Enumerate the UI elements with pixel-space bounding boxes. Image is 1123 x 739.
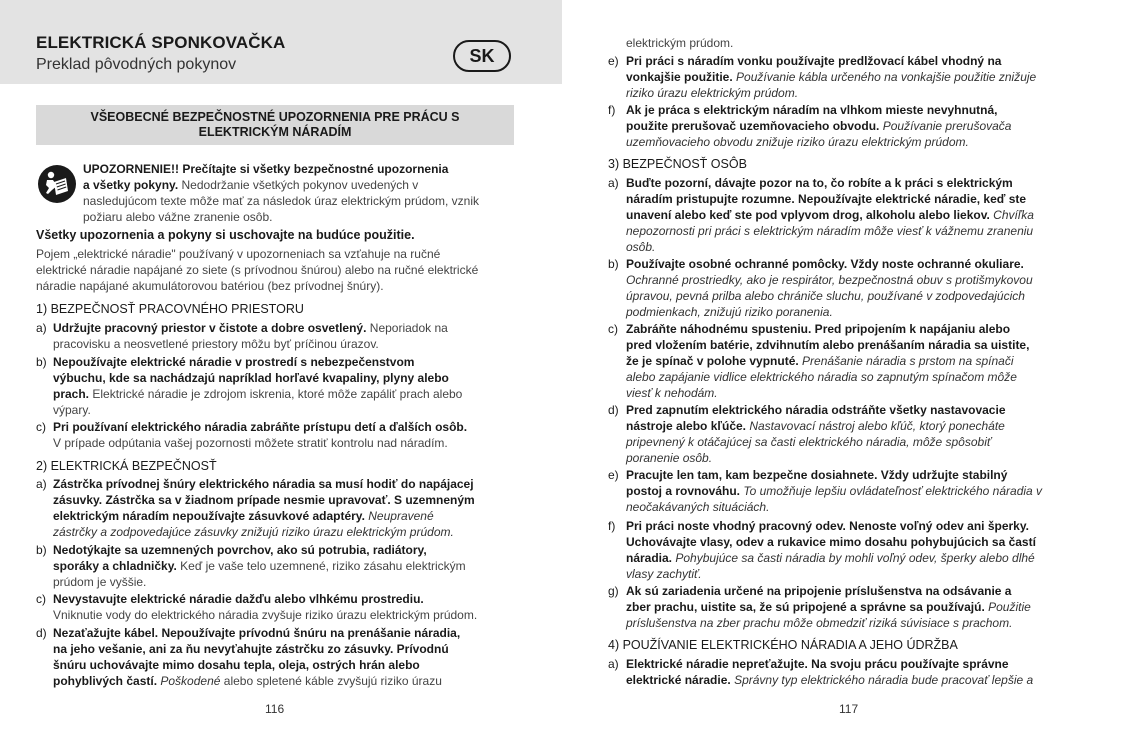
item-bold: vonkajšie použitie.: [626, 70, 733, 84]
item-label: c): [36, 592, 46, 606]
item-line: Pri práci s náradím vonku používajte predlžovací kábel vhodný na: [626, 54, 1002, 68]
item-line: Nedotýkajte sa uzemnených povrchov, ako sú potrubia, radiátory,: [53, 543, 427, 557]
item-line: [626, 353, 1014, 369]
item-italic: Používanie prerušovača: [879, 119, 1012, 133]
item-line: Nevystavujte elektrické náradie dažďu alebo vlhkému prostrediu.: [53, 592, 424, 606]
item-line: Uchovávajte vlasy, odev a rukavice mimo dosahu pohybujúcich sa častí: [626, 535, 1036, 549]
item-line: [626, 483, 1042, 499]
item-text: Keď je vaše telo uzemnené, riziko zásahu elektrickým: [176, 559, 466, 573]
item-line: [626, 599, 1031, 615]
warning-line: nasledujúcom texte môže mať za následok úraz elektrickým prúdom, vznik: [83, 194, 479, 208]
item-line: vlasy zachytiť.: [626, 567, 702, 581]
item-label: b): [608, 257, 619, 271]
item-italic: Správny typ elektrického náradia bude pracovať lepšie a: [730, 673, 1034, 687]
item-line: [626, 69, 1036, 85]
item-line: Ak sú zariadenia určené na pripojenie príslušenstva na odsávanie a: [626, 584, 1012, 598]
item-line: riziko úrazu elektrickým prúdom.: [626, 86, 799, 100]
item-line: Zabráňte náhodnému spusteniu. Pred pripojením k napájaniu alebo: [626, 322, 1011, 336]
item-italic: Pohybujúce sa časti náradia by mohli voľný odev, šperky alebo dlhé: [672, 551, 1035, 565]
item-line: Pred zapnutím elektrického náradia odstráňte všetky nastavovacie: [626, 403, 1006, 417]
item-italic: Použitie: [984, 600, 1031, 614]
warning-bold: a všetky pokyny.: [83, 178, 179, 192]
item-line: [626, 118, 1011, 134]
item-line: úpravou, pevná prilba alebo chrániče sluchu, používané v zodpovedajúcich: [626, 289, 1025, 303]
item-bold: sporáky a chladničky.: [53, 559, 177, 573]
item-line: [626, 550, 1035, 566]
item-bold: elektrickým náradím nepoužívajte zásuvkové adaptéry.: [53, 509, 365, 523]
item-line: [53, 673, 442, 689]
section-heading-tool-use: 4) POUŽÍVANIE ELEKTRICKÉHO NÁRADIA A JEHO ÚDRŽBA: [608, 638, 958, 652]
item-italic: Neupravené: [364, 509, 434, 523]
item-label: c): [36, 420, 46, 434]
definition-line: náradie napájané akumulátorovou batériou (bez prívodnej šnúry).: [36, 279, 384, 293]
item-label: f): [608, 519, 616, 533]
item-line: prúdom je vyššie.: [53, 575, 147, 589]
item-bold: pohyblivých častí.: [53, 674, 158, 688]
item-line: Elektrické náradie nepreťažujte. Na svoju prácu používajte správne: [626, 657, 1009, 671]
definition-line: elektrické náradie napájané zo siete (s prívodnou šnúrou) alebo na ručné elektrické: [36, 263, 479, 277]
item-bold: náradia.: [626, 551, 673, 565]
item-line: [626, 207, 1034, 223]
item-line: Buďte pozorní, dávajte pozor na to, čo robíte a k práci s elektrickým: [626, 176, 1013, 190]
item-italic: Prenášanie náradia s prstom na spínači: [798, 354, 1014, 368]
item-line: [53, 320, 448, 336]
item-line: [53, 386, 462, 402]
page-number-right: 117: [839, 702, 859, 716]
item-text: alebo spletené káble zvyšujú riziko úrazu: [220, 674, 442, 688]
item-line: pripevnený k otáčajúcej sa časti elektrického náradia, môže spôsobiť: [626, 435, 992, 449]
item-line: [626, 672, 1033, 688]
item-line: viesť k nehodám.: [626, 386, 718, 400]
definition-line: Pojem „elektrické náradie" používaný v upozorneniach sa vzťahuje na ručné: [36, 247, 441, 261]
item-bold: použite prerušovač uzemňovacieho obvodu.: [626, 119, 880, 133]
general-safety-heading: [36, 105, 514, 145]
item-italic: To umožňuje lepšiu ovládateľnosť elektrického náradia v: [740, 484, 1043, 498]
item-label: e): [608, 468, 619, 482]
read-manual-icon: [37, 164, 77, 204]
warning-line: [83, 177, 418, 193]
document-subtitle: Preklad pôvodných pokynov: [36, 56, 237, 73]
item-label: a): [36, 477, 47, 491]
item-bold: že je spínač v polohe vypnuté.: [626, 354, 799, 368]
item-label: a): [36, 321, 47, 335]
item-line: [626, 418, 1005, 434]
language-badge: SK: [453, 40, 511, 72]
item-line: pracovisku a neosvetlené priestory môžu byť príčinou úrazov.: [53, 337, 379, 351]
item-line: alebo zapájanie vidlice elektrického náradia so zapnutým spínačom môže: [626, 370, 1017, 384]
item-label: b): [36, 355, 47, 369]
item-line: Zástrčka prívodnej šnúry elektrického náradia sa musí hodiť do napájacej: [53, 477, 474, 491]
item-label: g): [608, 584, 619, 598]
item-bold: zber prachu, uistite sa, že sú pripojené a správne sa používajú.: [626, 600, 985, 614]
item-italic: Používanie kábla určeného na vonkajšie použitie znižuje: [732, 70, 1037, 84]
section-heading-electrical-safety: 2) ELEKTRICKÁ BEZPEČNOSŤ: [36, 459, 217, 473]
item-line: Vniknutie vody do elektrického náradia zvyšuje riziko úrazu elektrickým prúdom.: [53, 608, 478, 622]
item-line: šnúru uchovávajte mimo dosahu tepla, oleja, ostrých hrán alebo: [53, 658, 420, 672]
item-line: poranenie osôb.: [626, 451, 713, 465]
section-heading-personal-safety: 3) BEZPEČNOSŤ OSÔB: [608, 157, 747, 171]
item-bold: Udržujte pracovný priestor v čistote a dobre osvetlený.: [53, 321, 367, 335]
item-line: osôb.: [626, 240, 656, 254]
item-line: náradím pristupujte rozumne. Nepoužívajte elektrické náradie, keď ste: [626, 192, 1027, 206]
item-label: b): [36, 543, 47, 557]
item-line: neočakávaných situáciách.: [626, 500, 770, 514]
section-heading-work-area: 1) BEZPEČNOSŤ PRACOVNÉHO PRIESTORU: [36, 302, 304, 316]
item-line: Nepoužívajte elektrické náradie v prostredí s nebezpečenstvom: [53, 355, 415, 369]
item-italic: Chvíľka: [989, 208, 1034, 222]
item-italic: Nastavovací nástroj alebo kľúč, ktorý ponecháte: [746, 419, 1005, 433]
item-label: f): [608, 103, 616, 117]
item-bold: nástroje alebo kľúče.: [626, 419, 746, 433]
item-line: Používajte osobné ochranné pomôcky. Vždy noste ochranné okuliare.: [626, 257, 1024, 271]
warning-line: požiaru alebo vážne zranenie osôb.: [83, 210, 273, 224]
page-number-left: 116: [265, 702, 285, 716]
item-line: zástrčky a zodpovedajúce zásuvky znižujú riziko úrazu elektrickým prúdom.: [53, 525, 454, 539]
item-line: Pri práci noste vhodný pracovný odev. Nenoste voľný odev ani šperky.: [626, 519, 1029, 533]
item-line: Ochranné prostriedky, ako je respirátor, bezpečnostná obuv s protišmykovou: [626, 273, 1033, 287]
item-line: výbuchu, kde sa nachádzajú napríklad horľavé kvapaliny, plyny alebo: [53, 371, 449, 385]
item-line: uzemňovacieho obvodu znižuje riziko úrazu elektrickým prúdom.: [626, 135, 969, 149]
item-bold: unavení alebo keď ste pod vplyvom drog, alkoholu alebo liekov.: [626, 208, 990, 222]
heading-line-2: ELEKTRICKÝM NÁRADÍM: [198, 125, 352, 139]
item-line: Nezaťažujte kábel. Nepoužívajte prívodnú šnúru na prenášanie náradia,: [53, 626, 461, 640]
item-bold: prach.: [53, 387, 90, 401]
document-title: ELEKTRICKÁ SPONKOVAČKA: [36, 33, 286, 52]
item-line: V prípade odpútania vašej pozornosti môžete stratiť kontrolu nad náradím.: [53, 436, 448, 450]
item-label: d): [36, 626, 47, 640]
item-italic: Poškodené: [157, 674, 221, 688]
item-line: pred vložením batérie, zdvihnutím alebo prenášaním náradia sa uistite,: [626, 338, 1030, 352]
item-label: e): [608, 54, 619, 68]
item-line: výpary.: [53, 403, 91, 417]
item-line: elektrickým prúdom.: [626, 36, 734, 50]
item-label: d): [608, 403, 619, 417]
item-line: Ak je práca s elektrickým náradím na vlhkom mieste nevyhnutná,: [626, 103, 998, 117]
item-line: [53, 558, 466, 574]
item-line: príslušenstva na zber prachu môže obmedziť riziká súvisiace s prachom.: [626, 616, 1013, 630]
item-text: Neporiadok na: [366, 321, 448, 335]
item-label: c): [608, 322, 618, 336]
heading-line-1: VŠEOBECNÉ BEZPEČNOSTNÉ UPOZORNENIA PRE PRÁCU S: [90, 110, 460, 124]
item-line: Pracujte len tam, kam bezpečne dosiahnete. Vždy udržujte stabilný: [626, 468, 1008, 482]
warning-line: UPOZORNENIE!! Prečítajte si všetky bezpečnostné upozornenia: [83, 162, 449, 176]
item-bold: postoj a rovnováhu.: [626, 484, 741, 498]
keep-instructions-line: Všetky upozornenia a pokyny si uschovajte na budúce použitie.: [36, 228, 415, 242]
item-label: a): [608, 176, 619, 190]
item-line: podmienkach, znižujú riziko poranenia.: [626, 305, 833, 319]
item-line: Pri používaní elektrického náradia zabráňte prístupu detí a ďalších osôb.: [53, 420, 468, 434]
item-text: Elektrické náradie je zdrojom iskrenia, ktoré môže zapáliť prach alebo: [89, 387, 463, 401]
item-line: na jeho vešanie, ani za ňu nevyťahujte zástrčku zo zásuvky. Prívodnú: [53, 642, 449, 656]
item-bold: elektrické náradie.: [626, 673, 731, 687]
item-line: [53, 508, 434, 524]
warning-text: Nedodržanie všetkých pokynov uvedených v: [178, 178, 419, 192]
item-label: a): [608, 657, 619, 671]
item-line: zásuvky. Zástrčka sa v žiadnom prípade nesmie upravovať. S uzemneným: [53, 493, 475, 507]
item-line: nepozornosti pri práci s elektrickým náradím môže viesť k vážnemu zraneniu: [626, 224, 1034, 238]
